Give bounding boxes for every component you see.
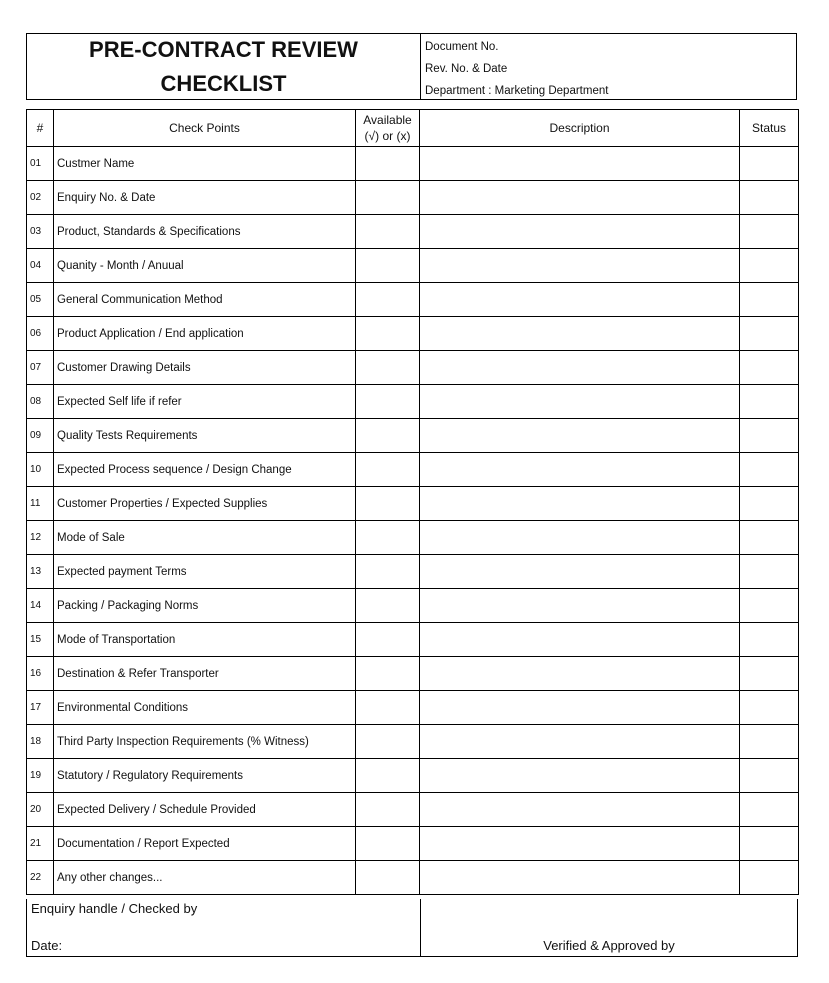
check-point-label: Documentation / Report Expected (54, 827, 356, 861)
table-row (27, 419, 799, 453)
checklist-table (26, 109, 799, 895)
row-number: 02 (27, 181, 54, 215)
row-number: 05 (27, 283, 54, 317)
col-header-available (356, 110, 420, 147)
col-header-num: # (27, 110, 54, 147)
table-row (27, 147, 799, 181)
col-header-status: Status (740, 110, 799, 147)
available-cell[interactable] (356, 657, 420, 691)
signature-footer (26, 899, 798, 957)
available-cell[interactable] (356, 385, 420, 419)
available-cell[interactable] (356, 861, 420, 895)
table-row (27, 249, 799, 283)
description-cell[interactable] (420, 623, 740, 657)
available-cell[interactable] (356, 521, 420, 555)
description-cell[interactable] (420, 181, 740, 215)
check-point-label: Quanity - Month / Anuual (54, 249, 356, 283)
available-cell[interactable] (356, 691, 420, 725)
status-cell[interactable] (740, 419, 799, 453)
status-cell[interactable] (740, 725, 799, 759)
check-point-label: Mode of Transportation (54, 623, 356, 657)
description-cell[interactable] (420, 691, 740, 725)
available-cell[interactable] (356, 759, 420, 793)
description-cell[interactable] (420, 827, 740, 861)
approved-by-cell[interactable] (421, 899, 797, 956)
available-cell[interactable] (356, 793, 420, 827)
status-cell[interactable] (740, 657, 799, 691)
status-cell[interactable] (740, 861, 799, 895)
description-cell[interactable] (420, 759, 740, 793)
row-number: 18 (27, 725, 54, 759)
table-row (27, 623, 799, 657)
available-cell[interactable] (356, 249, 420, 283)
check-point-label: Environmental Conditions (54, 691, 356, 725)
description-cell[interactable] (420, 385, 740, 419)
check-point-label: Expected Self life if refer (54, 385, 356, 419)
check-point-label: Expected payment Terms (54, 555, 356, 589)
row-number: 15 (27, 623, 54, 657)
row-number: 01 (27, 147, 54, 181)
status-cell[interactable] (740, 249, 799, 283)
available-cell[interactable] (356, 487, 420, 521)
status-cell[interactable] (740, 827, 799, 861)
status-cell[interactable] (740, 691, 799, 725)
row-number: 07 (27, 351, 54, 385)
row-number: 09 (27, 419, 54, 453)
row-number: 21 (27, 827, 54, 861)
status-cell[interactable] (740, 793, 799, 827)
check-point-label: General Communication Method (54, 283, 356, 317)
available-cell[interactable] (356, 147, 420, 181)
description-cell[interactable] (420, 351, 740, 385)
table-row (27, 181, 799, 215)
check-point-label: Enquiry No. & Date (54, 181, 356, 215)
available-cell[interactable] (356, 419, 420, 453)
checked-by-cell[interactable] (27, 899, 421, 956)
row-number: 22 (27, 861, 54, 895)
description-cell[interactable] (420, 861, 740, 895)
status-cell[interactable] (740, 317, 799, 351)
col-header-description: Description (420, 110, 740, 147)
date-label: Date: (31, 938, 63, 953)
description-cell[interactable] (420, 555, 740, 589)
table-row (27, 453, 799, 487)
status-cell[interactable] (740, 283, 799, 317)
table-row (27, 793, 799, 827)
available-cell[interactable] (356, 181, 420, 215)
department-label: Department : Marketing Department (425, 85, 609, 97)
description-cell[interactable] (420, 317, 740, 351)
title-cell (27, 34, 421, 99)
check-point-label: Destination & Refer Transporter (54, 657, 356, 691)
row-number: 17 (27, 691, 54, 725)
table-row (27, 759, 799, 793)
document-header (26, 33, 797, 100)
available-line2: (√) or (x) (364, 129, 411, 143)
table-row (27, 555, 799, 589)
description-cell[interactable] (420, 215, 740, 249)
rev-no-date-label: Rev. No. & Date (425, 63, 508, 75)
check-point-label: Quality Tests Requirements (54, 419, 356, 453)
table-row (27, 215, 799, 249)
description-cell[interactable] (420, 419, 740, 453)
verified-approved-label: Verified & Approved by (543, 938, 675, 953)
description-cell[interactable] (420, 147, 740, 181)
table-row (27, 827, 799, 861)
status-cell[interactable] (740, 487, 799, 521)
available-cell[interactable] (356, 827, 420, 861)
available-cell[interactable] (356, 351, 420, 385)
page-title-line2: CHECKLIST (160, 70, 287, 96)
status-cell[interactable] (740, 589, 799, 623)
available-cell[interactable] (356, 317, 420, 351)
enquiry-checked-by-label: Enquiry handle / Checked by (31, 901, 198, 916)
status-cell[interactable] (740, 147, 799, 181)
available-cell[interactable] (356, 215, 420, 249)
page-title-line1: PRE-CONTRACT REVIEW (89, 36, 358, 62)
row-number: 10 (27, 453, 54, 487)
available-cell[interactable] (356, 725, 420, 759)
status-cell[interactable] (740, 555, 799, 589)
table-row (27, 725, 799, 759)
available-cell[interactable] (356, 623, 420, 657)
check-point-label: Statutory / Regulatory Requirements (54, 759, 356, 793)
description-cell[interactable] (420, 657, 740, 691)
row-number: 08 (27, 385, 54, 419)
check-point-label: Packing / Packaging Norms (54, 589, 356, 623)
row-number: 04 (27, 249, 54, 283)
description-cell[interactable] (420, 487, 740, 521)
check-point-label: Expected Delivery / Schedule Provided (54, 793, 356, 827)
table-row (27, 317, 799, 351)
table-header-row (27, 110, 799, 147)
status-cell[interactable] (740, 351, 799, 385)
available-line1: Available (363, 113, 412, 127)
available-cell[interactable] (356, 555, 420, 589)
status-cell[interactable] (740, 215, 799, 249)
check-point-label: Customer Drawing Details (54, 351, 356, 385)
status-cell[interactable] (740, 385, 799, 419)
table-row (27, 589, 799, 623)
document-meta (421, 34, 796, 99)
document-no-label: Document No. (425, 41, 499, 53)
description-cell[interactable] (420, 453, 740, 487)
description-cell[interactable] (420, 793, 740, 827)
table-row (27, 521, 799, 555)
description-cell[interactable] (420, 249, 740, 283)
check-point-label: Custmer Name (54, 147, 356, 181)
status-cell[interactable] (740, 759, 799, 793)
table-row (27, 657, 799, 691)
row-number: 03 (27, 215, 54, 249)
row-number: 19 (27, 759, 54, 793)
table-row (27, 351, 799, 385)
check-point-label: Any other changes... (54, 861, 356, 895)
row-number: 13 (27, 555, 54, 589)
status-cell[interactable] (740, 181, 799, 215)
status-cell[interactable] (740, 623, 799, 657)
available-cell[interactable] (356, 453, 420, 487)
row-number: 14 (27, 589, 54, 623)
row-number: 06 (27, 317, 54, 351)
status-cell[interactable] (740, 521, 799, 555)
table-row (27, 487, 799, 521)
check-point-label: Expected Process sequence / Design Change (54, 453, 356, 487)
description-cell[interactable] (420, 521, 740, 555)
available-cell[interactable] (356, 283, 420, 317)
check-point-label: Product, Standards & Specifications (54, 215, 356, 249)
check-point-label: Third Party Inspection Requirements (% Witness) (54, 725, 356, 759)
row-number: 16 (27, 657, 54, 691)
check-point-label: Customer Properties / Expected Supplies (54, 487, 356, 521)
table-row (27, 283, 799, 317)
description-cell[interactable] (420, 589, 740, 623)
table-row (27, 691, 799, 725)
available-cell[interactable] (356, 589, 420, 623)
row-number: 20 (27, 793, 54, 827)
row-number: 11 (27, 487, 54, 521)
check-point-label: Mode of Sale (54, 521, 356, 555)
status-cell[interactable] (740, 453, 799, 487)
table-row (27, 385, 799, 419)
table-row (27, 861, 799, 895)
check-point-label: Product Application / End application (54, 317, 356, 351)
row-number: 12 (27, 521, 54, 555)
description-cell[interactable] (420, 725, 740, 759)
col-header-check-points: Check Points (54, 110, 356, 147)
description-cell[interactable] (420, 283, 740, 317)
